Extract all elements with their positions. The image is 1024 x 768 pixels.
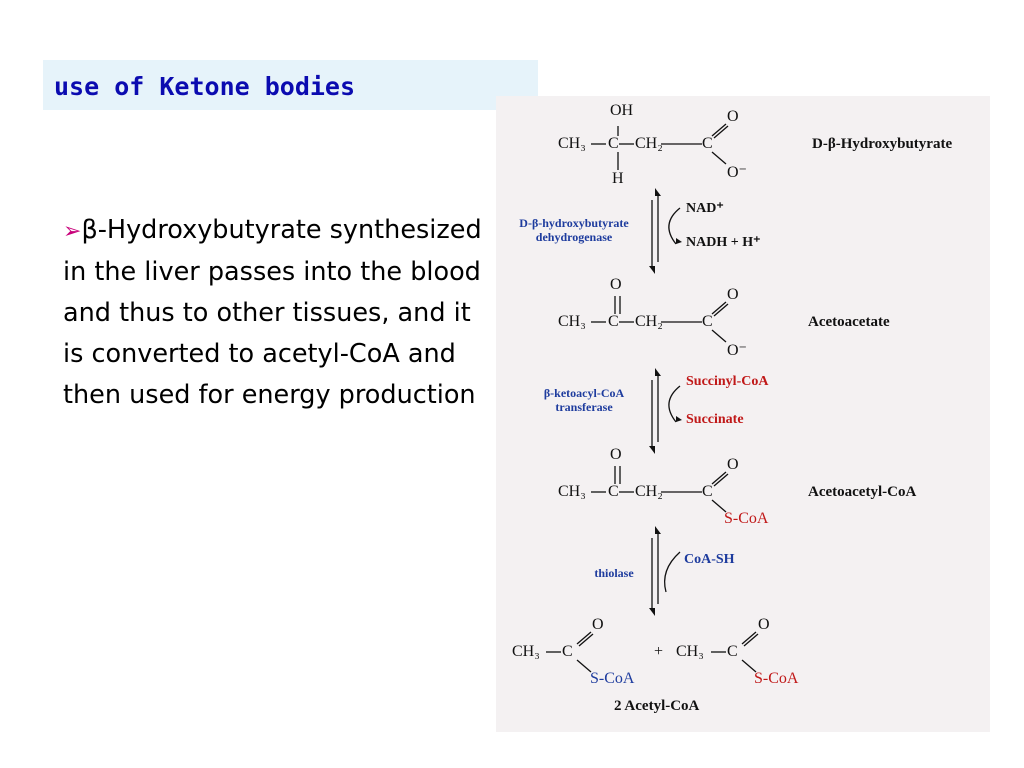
atom-o-minus: O⁻ (727, 342, 747, 359)
slide-title: use of Ketone bodies (54, 72, 356, 101)
atom-ch3: CH₃ (512, 643, 540, 660)
enzyme-thiolase: thiolase (594, 566, 634, 580)
atom-oh: OH (610, 102, 634, 119)
atom-o-minus: O⁻ (727, 164, 747, 181)
atom-ch2: CH₂ (635, 135, 663, 152)
atom-o: O (727, 456, 739, 473)
atom-scoa: S-CoA (590, 670, 635, 687)
compound-acetoacetyl-coa: Acetoacetyl-CoA (808, 484, 917, 500)
atom-c: C (608, 135, 619, 152)
atom-o: O (727, 286, 739, 303)
atom-c: C (702, 313, 713, 330)
cofactor-succinate: Succinate (686, 412, 744, 427)
enzyme-dehydrogenase: D-β-hydroxybutyrate dehydrogenase (519, 216, 629, 244)
atom-c: C (727, 643, 738, 660)
atom-ch2: CH₂ (635, 313, 663, 330)
atom-c: C (608, 483, 619, 500)
atom-ch3: CH₃ (558, 483, 586, 500)
atom-c: C (702, 483, 713, 500)
atom-ch3: CH₃ (558, 135, 586, 152)
compound-hydroxybutyrate: D-β-Hydroxybutyrate (812, 136, 953, 152)
cofactor-succinyl-coa: Succinyl-CoA (686, 374, 769, 389)
ketone-pathway-diagram (496, 96, 990, 732)
atom-c: C (702, 135, 713, 152)
cofactor-nadh: NADH + H⁺ (686, 235, 761, 250)
atom-ch2: CH₂ (635, 483, 663, 500)
atom-ch3: CH₃ (676, 643, 704, 660)
atom-ch3: CH₃ (558, 313, 586, 330)
bullet-point (63, 210, 483, 416)
compound-acetyl-coa: 2 Acetyl-CoA (614, 698, 700, 714)
title-box (43, 60, 538, 110)
atom-o: O (592, 616, 604, 633)
atom-c: C (562, 643, 573, 660)
cofactor-coa-sh: CoA-SH (684, 552, 735, 567)
enzyme-transferase: β-ketoacyl-CoA transferase (543, 386, 625, 414)
atom-scoa: S-CoA (724, 510, 769, 527)
plus-sign: + (654, 643, 664, 660)
compound-acetoacetate: Acetoacetate (808, 314, 890, 330)
atom-o: O (758, 616, 770, 633)
atom-h: H (612, 170, 624, 187)
atom-o: O (610, 276, 622, 293)
bullet-text: β-Hydroxybutyrate synthesized in the liver passes into the blood and thus to other tissues, and it is converted to acetyl-CoA and then used for energy production (63, 215, 482, 410)
cofactor-nad: NAD⁺ (686, 201, 724, 216)
atom-scoa: S-CoA (754, 670, 799, 687)
atom-o: O (727, 108, 739, 125)
atom-o: O (610, 446, 622, 463)
bullet-arrow-icon: ➢ (63, 219, 82, 244)
atom-c: C (608, 313, 619, 330)
